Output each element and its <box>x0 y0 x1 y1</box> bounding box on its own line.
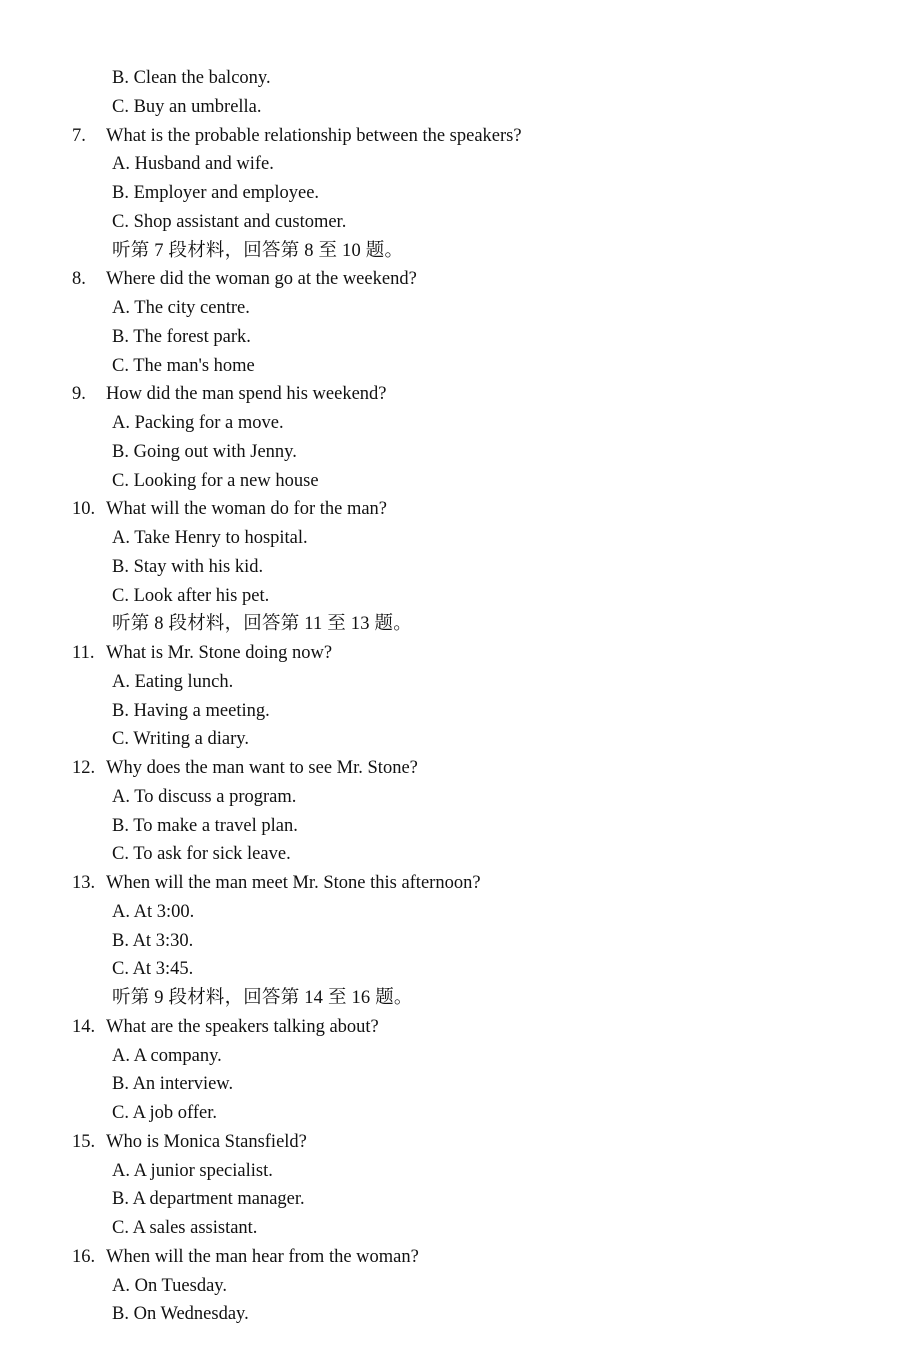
answer-option-text: A. Take Henry to hospital. <box>112 528 308 548</box>
question-number: 10. <box>72 499 96 520</box>
question <box>0 1243 900 1272</box>
answer-option <box>0 1185 900 1214</box>
answer-option-text: C. Writing a diary. <box>112 729 249 750</box>
question-number: 8. <box>72 269 86 290</box>
answer-option-text: A. On Tuesday. <box>112 1275 227 1296</box>
question-text: Why does the man want to see Mr. Stone? <box>106 758 418 778</box>
section-instruction-text: 听第 7 段材料，回答第 8 至 10 题。 <box>112 240 404 261</box>
section-instruction-text: 听第 8 段材料，回答第 11 至 13 题。 <box>112 614 412 635</box>
answer-option <box>0 409 900 438</box>
question <box>0 495 900 524</box>
question <box>0 1013 900 1042</box>
question-text: What are the speakers talking about? <box>106 1016 379 1037</box>
answer-option-text: B. The forest park. <box>112 326 251 347</box>
question-number: 12. <box>72 758 96 778</box>
answer-option <box>0 179 900 208</box>
question <box>0 639 900 668</box>
question-text: How did the man spend his weekend? <box>106 384 387 405</box>
question-number: 16. <box>72 1246 96 1267</box>
answer-option <box>0 1214 900 1243</box>
answer-option <box>0 294 900 323</box>
answer-option <box>0 1070 900 1099</box>
answer-option <box>0 553 900 582</box>
answer-option <box>0 352 900 381</box>
answer-option-text: C. Look after his pet. <box>112 585 270 606</box>
answer-option <box>0 208 900 237</box>
answer-option-text: C. Buy an umbrella. <box>112 96 262 117</box>
answer-option <box>0 1300 900 1329</box>
question-text: When will the man meet Mr. Stone this afternoon? <box>106 873 481 893</box>
answer-option-text: A. The city centre. <box>112 298 250 318</box>
answer-option-text: C. A job offer. <box>112 1103 218 1123</box>
answer-option-text: B. Stay with his kid. <box>112 556 264 577</box>
answer-option <box>0 927 900 956</box>
answer-option <box>0 1042 900 1071</box>
answer-option <box>0 697 900 726</box>
question-number: 11. <box>72 643 95 663</box>
answer-option-text: B. At 3:30. <box>112 930 194 951</box>
answer-option <box>0 64 900 93</box>
answer-option-text: B. Going out with Jenny. <box>112 441 297 462</box>
answer-option <box>0 582 900 611</box>
answer-option-text: C. A sales assistant. <box>112 1218 258 1238</box>
question-text: What will the woman do for the man? <box>106 499 388 520</box>
question <box>0 869 900 898</box>
question-text: When will the man hear from the woman? <box>106 1246 419 1267</box>
answer-option-text: B. Clean the balcony. <box>112 68 271 88</box>
question <box>0 754 900 783</box>
answer-option <box>0 898 900 927</box>
question <box>0 380 900 409</box>
answer-option <box>0 955 900 984</box>
answer-option-text: A. Packing for a move. <box>112 413 284 433</box>
answer-option <box>0 323 900 352</box>
answer-option <box>0 668 900 697</box>
answer-option-text: B. An interview. <box>112 1074 234 1095</box>
question-number: 7. <box>72 125 86 146</box>
answer-option-text: C. Shop assistant and customer. <box>112 211 347 232</box>
question-number: 9. <box>72 384 86 405</box>
question-number: 13. <box>72 873 96 893</box>
section-instruction-text: 听第 9 段材料，回答第 14 至 16 题。 <box>112 988 413 1008</box>
answer-option-text: C. The man's home <box>112 355 255 376</box>
answer-option <box>0 1272 900 1301</box>
question-text: What is Mr. Stone doing now? <box>106 643 333 663</box>
answer-option-text: A. Husband and wife. <box>112 154 274 175</box>
answer-option-text: C. Looking for a new house <box>112 470 319 491</box>
answer-option-text: A. Eating lunch. <box>112 671 234 692</box>
answer-option-text: B. On Wednesday. <box>112 1304 249 1325</box>
answer-option <box>0 725 900 754</box>
answer-option-text: B. A department manager. <box>112 1189 305 1210</box>
question-number: 15. <box>72 1131 96 1152</box>
answer-option <box>0 812 900 841</box>
answer-option-text: A. A company. <box>112 1045 222 1066</box>
section-instruction <box>0 610 900 639</box>
answer-option <box>0 840 900 869</box>
answer-option-text: A. At 3:00. <box>112 901 195 922</box>
answer-option <box>0 467 900 496</box>
question <box>0 122 900 151</box>
question <box>0 265 900 294</box>
answer-option <box>0 1099 900 1128</box>
answer-option-text: B. To make a travel plan. <box>112 815 298 836</box>
answer-option-text: A. A junior specialist. <box>112 1160 273 1181</box>
answer-option <box>0 150 900 179</box>
answer-option-text: C. At 3:45. <box>112 959 194 980</box>
question <box>0 1128 900 1157</box>
answer-option <box>0 438 900 467</box>
section-instruction <box>0 984 900 1013</box>
answer-option-text: A. To discuss a program. <box>112 786 297 807</box>
answer-option-text: B. Having a meeting. <box>112 700 270 721</box>
question-text: Who is Monica Stansfield? <box>106 1131 307 1152</box>
answer-option <box>0 1157 900 1186</box>
question-text: Where did the woman go at the weekend? <box>106 269 417 290</box>
answer-option-text: C. To ask for sick leave. <box>112 844 291 865</box>
answer-option <box>0 783 900 812</box>
answer-option-text: B. Employer and employee. <box>112 183 320 203</box>
exam-page <box>0 64 900 1329</box>
section-instruction <box>0 237 900 266</box>
answer-option <box>0 93 900 122</box>
question-number: 14. <box>72 1016 96 1037</box>
answer-option <box>0 524 900 553</box>
question-text: What is the probable relationship between the speakers? <box>106 125 522 146</box>
